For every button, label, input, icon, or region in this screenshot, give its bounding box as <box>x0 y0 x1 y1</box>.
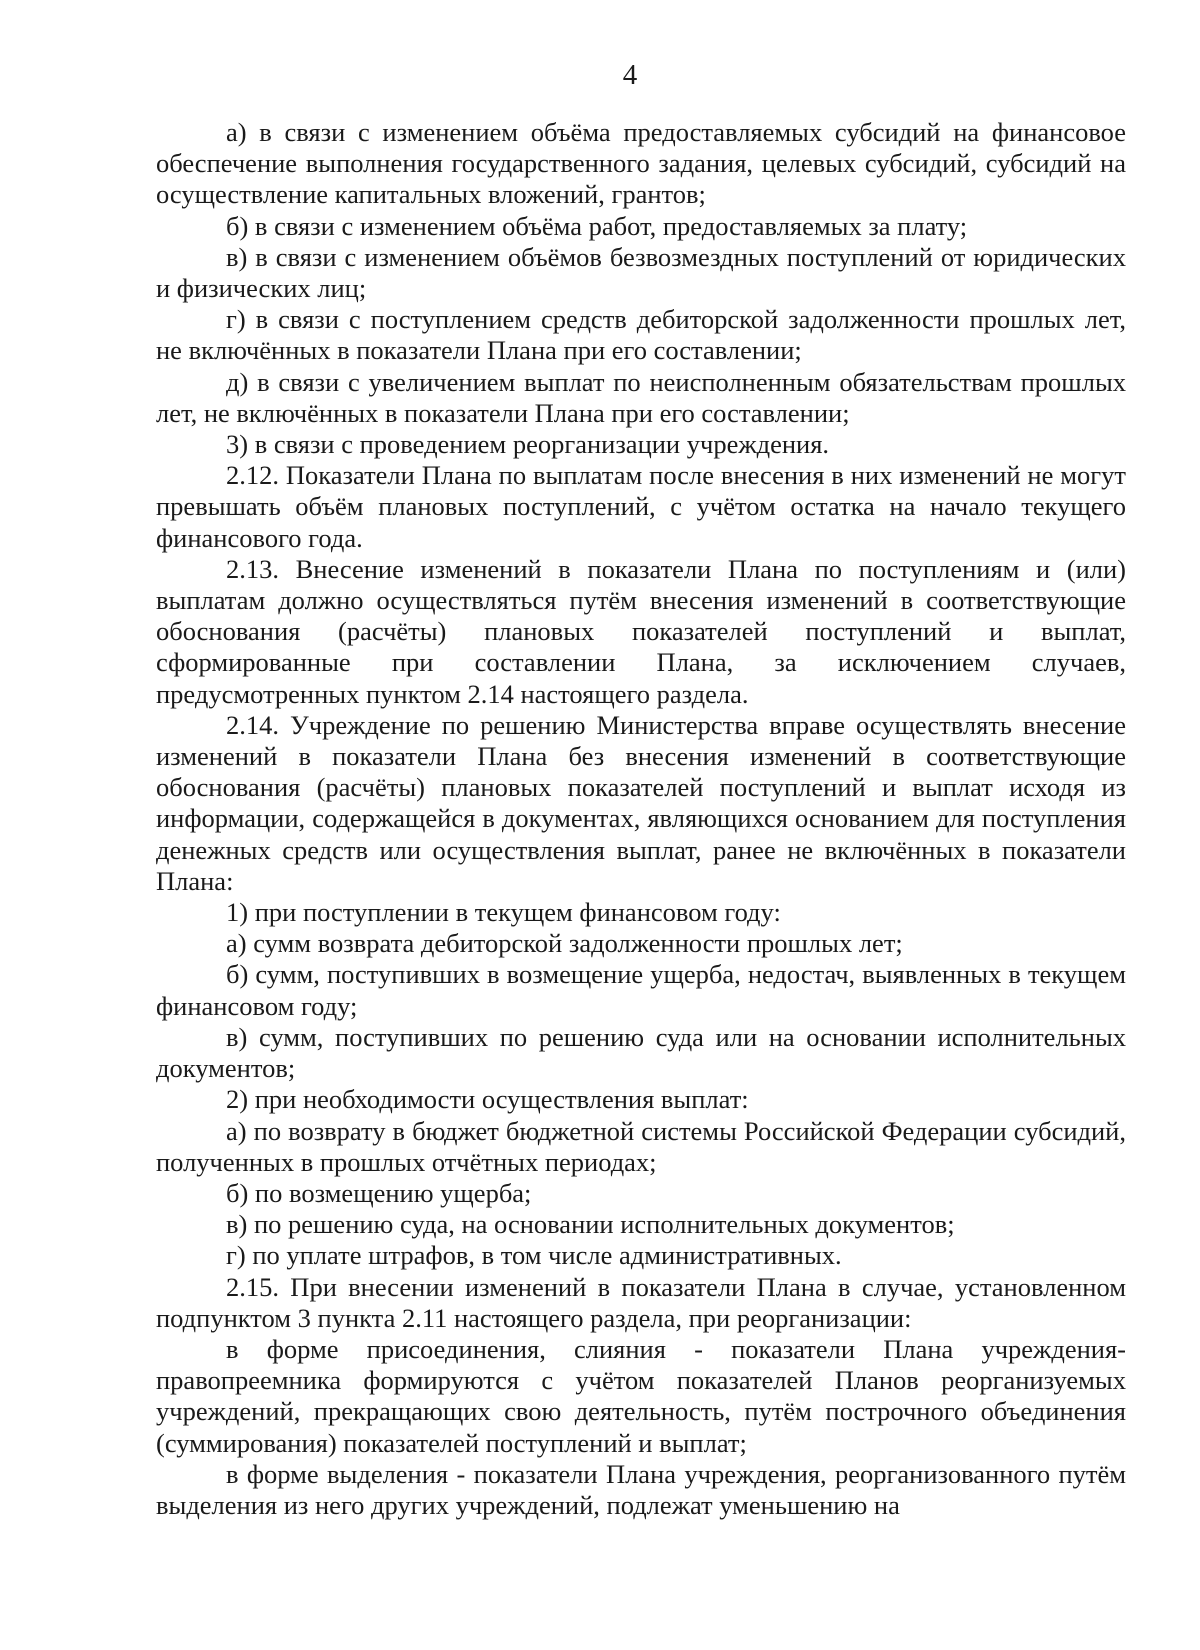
paragraph-2-14: 2.14. Учреждение по решению Министерства вправе осуществлять внесение изменений в показатели Плана без внесения изменений в соответствующие обоснования (расчёты) плановых показателей поступлений и выплат исходя из информации, содержащейся в документах, являющихся основанием для поступления денежных средств или осуществления выплат, ранее не включённых в показатели Плана: <box>156 709 1126 896</box>
paragraph-g-fines: г) по уплате штрафов, в том числе административных. <box>226 1240 842 1271</box>
paragraph-a-budget-return: а) по возврату в бюджет бюджетной системы Российской Федерации субсидий, полученных в прошлых отчётных периодах; <box>156 1115 1126 1177</box>
paragraph-1-receipts: 1) при поступлении в текущем финансовом году: <box>226 897 781 928</box>
paragraph-merger: в форме присоединения, слияния - показатели Плана учреждения-правопреемника формируются с учётом показателей Планов реорганизуемых учреждений, прекращающих свою деятельность, путём построчного объединения (суммирования) показателей поступлений и выплат; <box>156 1333 1126 1458</box>
paragraph-b-paid-works: б) в связи с изменением объёма работ, предоставляемых за плату; <box>226 210 968 241</box>
document-body <box>156 117 1126 1521</box>
paragraph-v-gratuitous-receipts: в) в связи с изменением объёмов безвозмездных поступлений от юридических и физических лиц; <box>156 241 1126 304</box>
paragraph-v-court-decision: в) сумм, поступивших по решению суда или на основании исполнительных документов; <box>156 1021 1126 1084</box>
paragraph-2-payments: 2) при необходимости осуществления выплат: <box>226 1084 749 1115</box>
page-number: 4 <box>622 59 638 91</box>
paragraph-3-reorganization: 3) в связи с проведением реорганизации учреждения. <box>226 429 830 460</box>
paragraph-separation: в форме выделения - показатели Плана учреждения, реорганизованного путём выделения из него других учреждений, подлежат уменьшению на <box>156 1458 1126 1520</box>
paragraph-g-receivables: г) в связи с поступлением средств дебиторской задолженности прошлых лет, не включённых в показатели Плана при его составлении; <box>156 304 1126 366</box>
paragraph-a-receivables-return: а) сумм возврата дебиторской задолженности прошлых лет; <box>226 928 903 959</box>
paragraph-2-12: 2.12. Показатели Плана по выплатам после внесения в них изменений не могут превышать объём плановых поступлений, с учётом остатка на начало текущего финансового года. <box>156 460 1126 553</box>
paragraph-2-15: 2.15. При внесении изменений в показатели Плана в случае, установленном подпунктом 3 пункта 2.11 настоящего раздела, при реорганизации: <box>156 1271 1126 1333</box>
paragraph-b-damage-compensation: б) сумм, поступивших в возмещение ущерба, недостач, выявленных в текущем финансовом году; <box>156 959 1126 1021</box>
paragraph-b-damage: б) по возмещению ущерба; <box>226 1177 532 1208</box>
paragraph-d-unfulfilled-obligations: д) в связи с увеличением выплат по неисполненным обязательствам прошлых лет, не включённых в показатели Плана при его составлении; <box>156 366 1126 428</box>
paragraph-2-13: 2.13. Внесение изменений в показатели Плана по поступлениям и (или) выплатам должно осуществляться путём внесения изменений в соответствующие обоснования (расчёты) плановых показателей поступлений и выплат, сформированные при составлении Плана, за исключением случаев, предусмотренных пунктом 2.14 настоящего раздела. <box>156 553 1126 709</box>
paragraph-v-court: в) по решению суда, на основании исполнительных документов; <box>226 1209 955 1240</box>
paragraph-a-subsidies: а) в связи с изменением объёма предоставляемых субсидий на финансовое обеспечение выполнения государственного задания, целевых субсидий, субсидий на осуществление капитальных вложений, грантов; <box>156 117 1126 210</box>
